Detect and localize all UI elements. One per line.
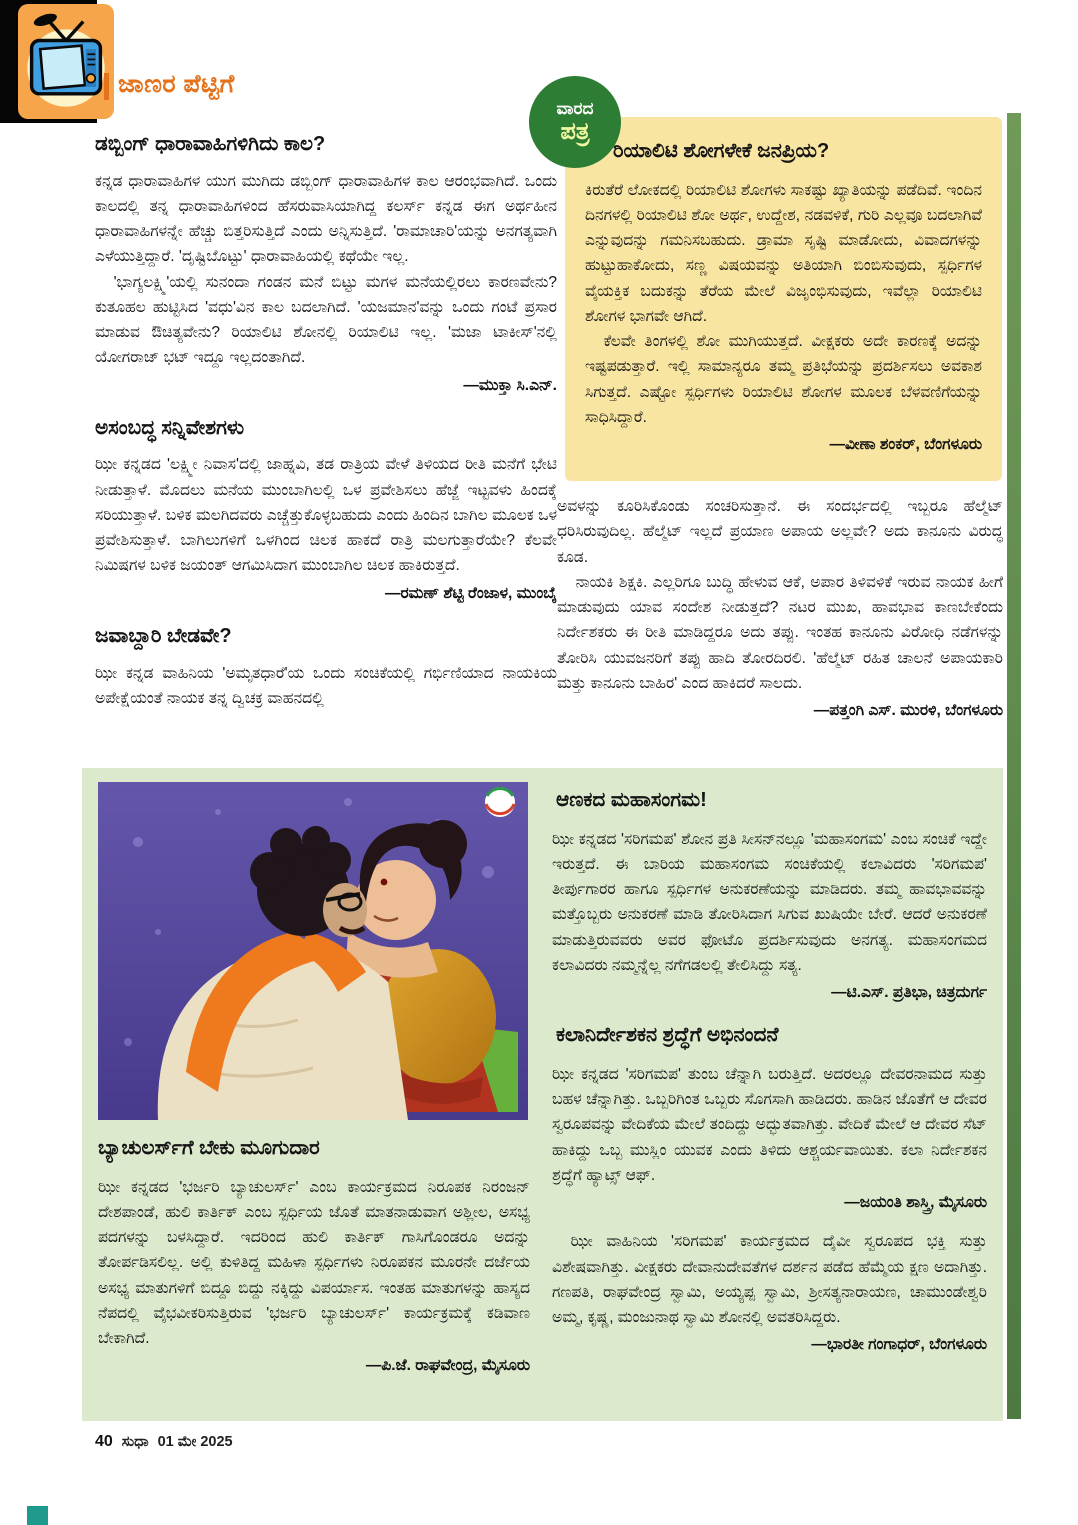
letter-heading: ಆಣಕದ ಮಹಾಸಂಗಮ! bbox=[556, 789, 707, 811]
letter-signature: —ಜಯಂತಿ ಶಾಸ್ತ್ರಿ, ಮೈಸೂರು bbox=[844, 1194, 987, 1212]
letter-paragraph: ಝೀ ಕನ್ನಡದ 'ಲಕ್ಷ್ಮೀ ನಿವಾಸ'ದಲ್ಲಿ ಜಾಹ್ನವಿ, ತಡ ರಾತ್ರಿಯ ವೇಳೆ ತಿಳಿಯದ ರೀತಿ ಮನೆಗೆ ಭೇಟಿ ನೀಡುತ್ತಾಳೆ. ಮೊದಲು ಮನೆಯ ಮುಂಬಾಗಿಲಲ್ಲಿ ಒಳ ಪ್ರವೇಶಿಸಲು ಹೆಜ್ಜೆ ಇಟ್ಟವಳು ಹಿಂದಕ್ಕೆ ಸರಿಯುತ್ತಾಳೆ. ಬಳಿಕ ಮಲಗಿದವರು ಎಚ್ಚೆತ್ತುಕೊಳ್ಳಬಹುದು ಎಂದು ಹಿಂದಿನ ಬಾಗಿಲ ಮೂಲಕ ಒಳ ಪ್ರವೇಶಿಸುತ್ತಾಳೆ. ಬಾಗಿಲುಗಳಿಗೆ ಒಳಗಿಂದ ಚಿಲಕ ಹಾಕದೆ ರಾತ್ರಿ ಮಲಗುತ್ತಾರೆಯೇ? ಕೆಲವೇ ನಿಮಿಷಗಳ ಬಳಿಕ ಜಯಂತ್ ಆಗಮಿಸಿದಾಗ ಮುಂಬಾಗಿಲ ಚಿಲಕ ಹಾಕಿರುತ್ತದೆ. bbox=[95, 456, 557, 575]
letter-signature: —ವೀಣಾ ಶಂಕರ್, ಬೆಂಗಳೂರು bbox=[829, 436, 982, 454]
featured-letter-paragraph: ಕಿರುತೆರೆ ಲೋಕದಲ್ಲಿ ರಿಯಾಲಿಟಿ ಶೋಗಳು ಸಾಕಷ್ಟು ಖ್ಯಾತಿಯನ್ನು ಪಡೆದಿವೆ. ಇಂದಿನ ದಿನಗಳಲ್ಲಿ ರಿಯಾಲಿಟಿ ಶೋ ಅರ್ಥ, ಉದ್ದೇಶ, ನಡವಳಿಕೆ, ಗುರಿ ಎಲ್ಲವೂ ಬದಲಾಗಿವೆ ಎನ್ನುವುದನ್ನು ಗಮನಿಸಬಹುದು. ಡ್ರಾಮಾ ಸೃಷ್ಟಿ ಮಾಡೋದು, ವಿವಾದಗಳನ್ನು ಹುಟ್ಟುಹಾಕೋದು, ಸಣ್ಣ ವಿಷಯವನ್ನು ಅತಿಯಾಗಿ ಬಿಂಬಿಸುವುದು, ಸ್ಪರ್ಧಿಗಳ ವೈಯಕ್ತಿಕ ಬದುಕನ್ನು ತೆರೆಯ ಮೇಲೆ ವಿಜೃಂಭಿಸುವುದು, ಇವೆಲ್ಲಾ ರಿಯಾಲಿಟಿ ಶೋಗಳ ಭಾಗವೇ ಆಗಿದೆ. bbox=[585, 181, 982, 325]
footer-accent-square bbox=[27, 1506, 48, 1525]
letter-paragraph: ಝೀ ಕನ್ನಡ ವಾಹಿನಿಯ 'ಅಮೃತಧಾರೆ'ಯ ಒಂದು ಸಂಚಿಕೆಯಲ್ಲಿ ಗರ್ಭಿಣಿಯಾದ ನಾಯಕಿಯ ಅಪೇಕ್ಷೆಯಂತೆ ನಾಯಕ ತನ್ನ ದ್ವಿಚಕ್ರ ವಾಹನದಲ್ಲಿ bbox=[95, 664, 557, 707]
letter-signature: —ಭಾರತೀ ಗಂಗಾಧರ್, ಬೆಂಗಳೂರು bbox=[811, 1336, 987, 1354]
letter-paragraph: ಝೀ ಕನ್ನಡದ 'ಸರಿಗಮಪ' ಶೋನ ಪ್ರತಿ ಸೀಸನ್‌ನಲ್ಲೂ 'ಮಹಾಸಂಗಮ' ಎಂಬ ಸಂಚಿಕೆ ಇದ್ದೇ ಇರುತ್ತದೆ. ಈ ಬಾರಿಯ ಮಹಾಸಂಗಮ ಸಂಚಿಕೆಯಲ್ಲಿ ಕಲಾವಿದರು 'ಸರಿಗಮಪ' ತೀರ್ಪುಗಾರರ ಹಾಗೂ ಸ್ಪರ್ಧಿಗಳ ಅನುಕರಣೆಯನ್ನು ಮಾಡಿದರು. ತಮ್ಮ ಹಾವಭಾವವನ್ನು ಮತ್ತೊಬ್ಬರು ಅನುಕರಣೆ ಮಾಡಿ ತೋರಿಸಿದಾಗ ಸಿಗುವ ಖುಷಿಯೇ ಬೇರೆ. ಆದರೆ ಅನುಕರಣೆ ಮಾಡುತ್ತಿರುವವರು ಅವರ ಫೋಟೊ ಪ್ರದರ್ಶಿಸುವುದು ಅನಗತ್ಯ. ಮಹಾಸಂಗಮದ ಕಲಾವಿದರು ನಮ್ಮನ್ನೆಲ್ಲ ನಗೆಗಡಲಲ್ಲಿ ತೇಲಿಸಿದ್ದು ಸತ್ಯ. bbox=[552, 830, 987, 974]
masthead-accent-tick bbox=[104, 73, 109, 100]
tv-icon bbox=[18, 4, 114, 119]
letter-signature: —ಮುಕ್ತಾ ಸಿ.ಎನ್. bbox=[463, 376, 557, 394]
tv-clipart bbox=[23, 10, 109, 114]
featured-letter-paragraph: ಕೆಲವೇ ತಿಂಗಳಲ್ಲಿ ಶೋ ಮುಗಿಯುತ್ತದೆ. ವೀಕ್ಷಕರು ಅದೇ ಕಾರಣಕ್ಕೆ ಅದನ್ನು ಇಷ್ಟಪಡುತ್ತಾರೆ. ಇಲ್ಲಿ ಸಾಮಾನ್ಯರೂ ತಮ್ಮ ಪ್ರತಿಭೆಯನ್ನು ಪ್ರದರ್ಶಿಸಲು ಅವಕಾಶ ಸಿಗುತ್ತದೆ. ಎಷ್ಟೋ ಸ್ಪರ್ಧಿಗಳು ರಿಯಾಲಿಟಿ ಶೋಗಳ ಮೂಲಕ ಬೆಳವಣಿಗೆಯನ್ನು ಸಾಧಿಸಿದ್ದಾರೆ. bbox=[585, 333, 982, 426]
letter-signature: —ಪತ್ತಂಗಿ ಎಸ್. ಮುರಳಿ, ಬೆಂಗಳೂರು bbox=[813, 702, 1003, 719]
featured-letter-heading: ರಿಯಾಲಿಟಿ ಶೋಗಳೇಕೆ ಜನಪ್ರಿಯ? bbox=[613, 140, 830, 162]
letter-heading: ಜವಾಬ್ದಾರಿ ಬೇಡವೇ? bbox=[95, 624, 232, 647]
featured-letter-box bbox=[565, 117, 1002, 481]
badge-line1: ವಾರದ bbox=[556, 99, 594, 119]
page-footer bbox=[95, 1433, 233, 1451]
reader-photo bbox=[98, 782, 528, 1120]
magazine-name: ಸುಧಾ bbox=[121, 1434, 149, 1450]
letter-paragraph: ಝೀ ಕನ್ನಡದ 'ಭರ್ಜರಿ ಬ್ಯಾಚುಲರ್ಸ್' ಎಂಬ ಕಾರ್ಯಕ್ರಮದ ನಿರೂಪಕ ನಿರಂಜನ್ ದೇಶಪಾಂಡೆ, ಹುಲಿ ಕಾರ್ತಿಕ್ ಎಂಬ ಸ್ಪರ್ಧಿಯ ಜೊತೆ ಮಾತನಾಡುವಾಗ ಅಶ್ಲೀಲ, ಅಸಭ್ಯ ಪದಗಳನ್ನು ಬಳಸಿದ್ದಾರೆ. ಇದರಿಂದ ಹುಲಿ ಕಾರ್ತಿಕ್ ಗಾಸಿಗೊಂಡರೂ ಅದನ್ನು ತೋರ್ಪಡಿಸಲಿಲ್ಲ. ಅಲ್ಲಿ ಕುಳಿತಿದ್ದ ಮಹಿಳಾ ಸ್ಪರ್ಧಿಗಳು ನಿರೂಪಕನ ಮೂರನೇ ದರ್ಜೆಯ ಅಸಭ್ಯ ಮಾತುಗಳಿಗೆ ಬಿದ್ದೂ ಬಿದ್ದು ನಕ್ಕಿದ್ದು ವಿಪರ್ಯಾಸ. ಇಂತಹ ಮಾತುಗಳನ್ನು ಹಾಸ್ಯದ ನೆಪದಲ್ಲಿ ವೈಭವೀಕರಿಸುತ್ತಿರುವ 'ಭರ್ಜರಿ ಬ್ಯಾಚುಲರ್ಸ್' ಕಾರ್ಯಕ್ರಮಕ್ಕೆ ಕಡಿವಾಣ ಬೇಕಾಗಿದೆ. bbox=[98, 1178, 530, 1348]
left-column bbox=[95, 128, 557, 770]
weekly-letter-badge bbox=[529, 76, 621, 168]
letter-signature: —ಪಿ.ಜೆ. ರಾಘವೇಂದ್ರ, ಮೈಸೂರು bbox=[365, 1357, 530, 1375]
green-letters-section bbox=[82, 768, 1003, 1421]
issue-date: 01 ಮೇ 2025 bbox=[157, 1434, 233, 1450]
letter-paragraph: ಝೀ ಕನ್ನಡದ 'ಸರಿಗಮಪ' ತುಂಬ ಚೆನ್ನಾಗಿ ಬರುತ್ತಿದೆ. ಅದರಲ್ಲೂ ದೇವರನಾಮದ ಸುತ್ತು ಬಹಳ ಚೆನ್ನಾಗಿತ್ತು. ಒಬ್ಬರಿಗಿಂತ ಒಬ್ಬರು ಸೊಗಸಾಗಿ ಹಾಡಿದರು. ಹಾಡಿನ ಜೊತೆಗೆ ಆ ದೇವರ ಸ್ವರೂಪವನ್ನು ವೇದಿಕೆಯ ಮೇಲೆ ತಂದಿದ್ದು ಅದ್ಭುತವಾಗಿತ್ತು. ವೇದಿಕೆ ಮೇಲೆ ಆ ದೇವರ ಸೆಟ್ ಹಾಕಿದ್ದು ಒಬ್ಬ ಮುಸ್ಲಿಂ ಯುವಕ ಎಂದು ತಿಳಿದು ಆಶ್ಚರ್ಯವಾಯಿತು. ಕಲಾ ನಿರ್ದೇಶಕನ ಶ್ರದ್ಧೆಗೆ ಹ್ಯಾಟ್ಸ್ ಆಫ್. bbox=[552, 1065, 987, 1184]
masthead-title: ಜಾಣರ ಪೆಟ್ಟಿಗೆ bbox=[118, 70, 235, 98]
letter-heading: ಬ್ಯಾಚುಲರ್ಸ್‌ಗೆ ಬೇಕು ಮೂಗುದಾರ bbox=[98, 1137, 320, 1159]
green-section-right-column bbox=[552, 782, 987, 1407]
letter-paragraph: ಝೀ ವಾಹಿನಿಯ 'ಸರಿಗಮಪ' ಕಾರ್ಯಕ್ರಮದ ದೈವೀ ಸ್ವರೂಪದ ಭಕ್ತಿ ಸುತ್ತು ವಿಶೇಷವಾಗಿತ್ತು. ವೀಕ್ಷಕರು ದೇವಾನುದೇವತೆಗಳ ದರ್ಶನ ಪಡೆದ ಹೆಮ್ಮೆಯ ಕ್ಷಣ ಅದಾಗಿತ್ತು. ಗಣಪತಿ, ರಾಘವೇಂದ್ರ ಸ್ವಾಮಿ, ಅಯ್ಯಪ್ಪ ಸ್ವಾಮಿ, ಶ್ರೀಸತ್ಯನಾರಾಯಣ, ಚಾಮುಂಡೇಶ್ವರಿ ಅಮ್ಮ, ಕೃಷ್ಣ, ಮಂಜುನಾಥ ಸ್ವಾಮಿ ಶೋನಲ್ಲಿ ಅವತರಿಸಿದ್ದರು. bbox=[552, 1233, 987, 1327]
letter-heading: ಕಲಾನಿರ್ದೇಶಕನ ಶ್ರದ್ಧೆಗೆ ಅಭಿನಂದನೆ bbox=[556, 1024, 779, 1047]
letter-signature: —ರಮಣ್ ಶೆಟ್ಟಿ ರೆಂಜಾಳ, ಮುಂಬೈ bbox=[384, 584, 557, 602]
letter-paragraph: ಅವಳನ್ನು ಕೂರಿಸಿಕೊಂಡು ಸಂಚರಿಸುತ್ತಾನೆ. ಈ ಸಂದರ್ಭದಲ್ಲಿ ಇಬ್ಬರೂ ಹೆಲ್ಮೆಟ್ ಧರಿಸಿರುವುದಿಲ್ಲ. ಹೆಲ್ಮೆಟ್ ಇಲ್ಲದೆ ಪ್ರಯಾಣ ಅಪಾಯ ಅಲ್ಲವೇ? ಅದು ಕಾನೂನು ವಿರುದ್ಧ ಕೂಡ. bbox=[557, 498, 1003, 566]
green-section-left-column bbox=[98, 782, 530, 1407]
letter-signature: —ಟಿ.ಎಸ್. ಪ್ರತಿಭಾ, ಚಿತ್ರದುರ್ಗ bbox=[831, 984, 987, 1002]
letter-paragraph: ನಾಯಕಿ ಶಿಕ್ಷಕಿ. ಎಲ್ಲರಿಗೂ ಬುದ್ಧಿ ಹೇಳುವ ಆಕೆ, ಅಪಾರ ತಿಳಿವಳಿಕೆ ಇರುವ ನಾಯಕ ಹೀಗೆ ಮಾಡುವುದು ಯಾವ ಸಂದೇಶ ನೀಡುತ್ತದೆ? ನಟರ ಮುಖ, ಹಾವಭಾವ ಕಾಣಬೇಕೆಂದು ನಿರ್ದೇಶಕರು ಈ ರೀತಿ ಮಾಡಿದ್ದರೂ ಅದು ತಪ್ಪು. ಇಂತಹ ಕಾನೂನು ವಿರೋಧಿ ನಡೆಗಳನ್ನು ತೋರಿಸಿ ಯುವಜನರಿಗೆ ತಪ್ಪು ಹಾದಿ ತೋರದಿರಲಿ. 'ಹೆಲ್ಮೆಟ್ ರಹಿತ ಚಾಲನೆ ಅಪಾಯಕಾರಿ ಮತ್ತು ಕಾನೂನು ಬಾಹಿರ' ಎಂದ ಹಾಕಿದರೆ ಸಾಲದು. bbox=[557, 573, 1003, 692]
letter-paragraph: ಕನ್ನಡ ಧಾರಾವಾಹಿಗಳ ಯುಗ ಮುಗಿದು ಡಬ್ಬಿಂಗ್ ಧಾರಾವಾಹಿಗಳ ಕಾಲ ಆರಂಭವಾಗಿದೆ. ಒಂದು ಕಾಲದಲ್ಲಿ ತನ್ನ ಧಾರಾವಾಹಿಗಳಿಂದ ಹೆಸರುವಾಸಿಯಾಗಿದ್ದ ಕಲರ್ಸ್ ಕನ್ನಡ ಈಗ ಅರ್ಥಹೀನ ಧಾರಾವಾಹಿಗಳನ್ನೇ ಹೆಚ್ಚು ಬಿತ್ತರಿಸುತ್ತಿದೆ ಎಂದು ಅನ್ನಿಸುತ್ತಿದೆ. 'ರಾಮಾಚಾರಿ'ಯನ್ನು ಅನಗತ್ಯವಾಗಿ ಎಳೆಯುತ್ತಿದ್ದಾರೆ. 'ದೃಷ್ಟಿಬೊಟ್ಟು' ಧಾರಾವಾಹಿಯಲ್ಲಿ ಕಥೆಯೇ ಇಲ್ಲ. bbox=[95, 172, 557, 266]
letter-heading: ಡಬ್ಬಿಂಗ್ ಧಾರಾವಾಹಿಗಳಿಗಿದು ಕಾಲ? bbox=[95, 133, 326, 155]
letter-paragraph: 'ಭಾಗ್ಯಲಕ್ಷ್ಮಿ'ಯಲ್ಲಿ ಸುನಂದಾ ಗಂಡನ ಮನೆ ಬಿಟ್ಟು ಮಗಳ ಮನೆಯಲ್ಲಿರಲು ಕಾರಣವೇನು? ಕುತೂಹಲ ಹುಟ್ಟಿಸಿದ 'ವಧು'ವಿನ ಕಾಲ ಬದಲಾಗಿದೆ. 'ಯಜಮಾನ'ವನ್ನು ಒಂದು ಗಂಟೆ ಪ್ರಸಾರ ಮಾಡುವ ಔಚಿತ್ಯವೇನು? ರಿಯಾಲಿಟಿ ಶೋನಲ್ಲಿ ರಿಯಾಲಿಟಿ ಇಲ್ಲ. 'ಮಜಾ ಟಾಕೀಸ್'ನಲ್ಲಿ ಯೋಗರಾಜ್ ಭಟ್ ಇದ್ದೂ ಇಲ್ಲದಂತಾಗಿದೆ. bbox=[95, 273, 557, 367]
letter-heading: ಅಸಂಬದ್ಧ ಸನ್ನಿವೇಶಗಳು bbox=[95, 416, 245, 439]
right-column-continuation bbox=[557, 494, 1003, 756]
side-accent-bar bbox=[1007, 113, 1021, 1419]
channel-logo-badge bbox=[485, 787, 515, 817]
page-number: 40 bbox=[95, 1433, 113, 1450]
badge-line2: ಪತ್ರ bbox=[560, 117, 590, 145]
